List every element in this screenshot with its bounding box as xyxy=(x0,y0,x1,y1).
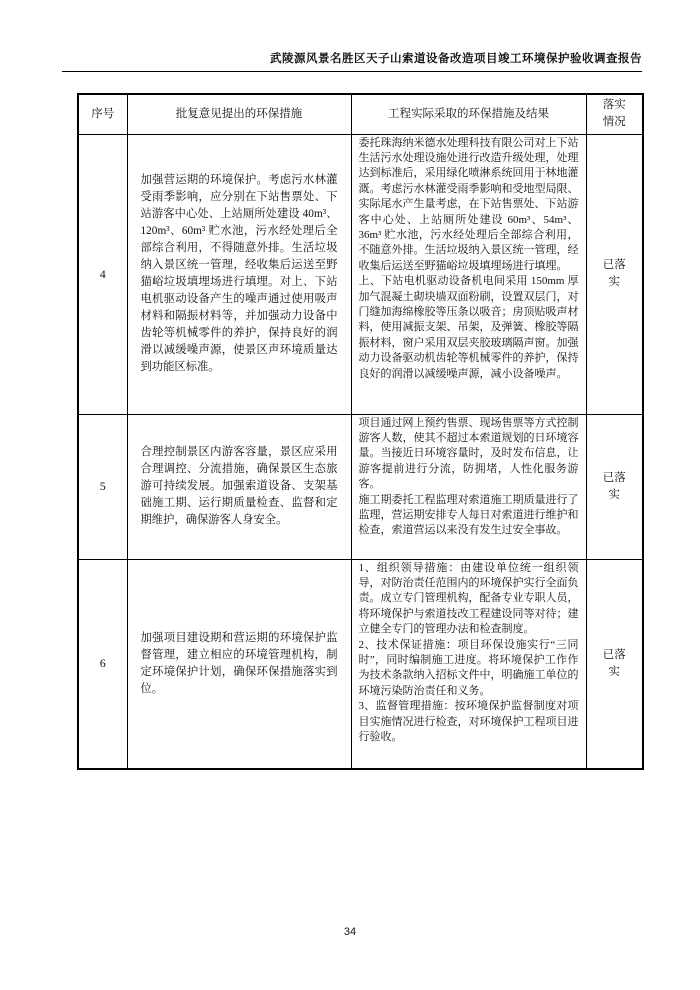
table-row xyxy=(78,559,643,769)
cell-measure: 加强项目建设期和营运期的环境保护监督管理，建立相应的环境管理机构，制定环境保护计划，确保环保措施落实到位。 xyxy=(127,559,351,769)
col-header-measure: 批复意见提出的环保措施 xyxy=(127,94,351,134)
cell-result xyxy=(351,414,586,559)
cell-no: 4 xyxy=(78,134,127,414)
running-header-title: 武陵源风景名胜区天子山索道设备改造项目竣工环境保护验收调查报告 xyxy=(270,53,642,65)
table-header-row xyxy=(78,94,643,134)
result-paragraph: 2、技术保证措施：项目环保设施实行“三同时”，同时编制施工进度。将环境保护工作作为技术条款纳入招标文件中，明确施工单位的环境污染防治责任和义务。 xyxy=(358,638,579,697)
result-paragraph: 项目通过网上预约售票、现场售票等方式控制游客人数，使其不超过本索道规划的日环境容量。当接近日环境容量时，及时发布信息，让游客提前进行分流，防拥堵，人性化服务游客。 xyxy=(358,416,579,491)
table-row xyxy=(78,414,643,559)
col-header-no: 序号 xyxy=(78,94,127,134)
cell-status xyxy=(586,414,643,559)
page-number: 34 xyxy=(343,926,357,938)
cell-no: 5 xyxy=(78,414,127,559)
result-paragraph: 上、下站电机驱动设备机电间采用 150mm 厚加气混凝土砌块墙双面粉刷，设置双层门，对门缝加海绵橡胶等压条以吸音；房顶贴吸声材料，使用减振支架、吊架，及弹簧、橡胶等隔振材料，窗户采用双层夹胶玻璃隔声窗。加强动力设备驱动机齿轮等机械零件的养护，保持良好的润滑以减缓噪声源，减小设备噪声。 xyxy=(358,275,579,380)
cell-measure: 加强营运期的环境保护。考虑污水林灌受雨季影响，应分别在下站售票处、下站游客中心处、上站厕所处建设 40m³、120m³、60m³ 贮水池，污水经处理后全部综合利用，不得随意外排。生活垃圾纳入景区统一管理，经收集后运送至野猫峪垃圾填埋场进行填埋。对上、下站电机驱动设备产生的噪声通过使用吸声材料和隔振材料等，并加强动力设备中齿轮等机械零件的养护，保持良好的润滑以减缓噪声源，使景区声环境质量达到功能区标准。 xyxy=(127,134,351,414)
cell-result xyxy=(351,134,586,414)
result-paragraph: 施工期委托工程监理对索道施工期质量进行了监理，营运期安排专人每日对索道进行维护和检查，索道营运以来没有发生过安全事故。 xyxy=(358,493,579,537)
cell-result xyxy=(351,559,586,769)
status-label: 已落实 xyxy=(602,259,626,288)
result-paragraph: 3、监督管理措施：按环境保护监督制度对项目实施情况进行检查，对环境保护工程项目进行验收。 xyxy=(358,700,579,743)
cell-status xyxy=(586,134,643,414)
ep-measures-table xyxy=(77,93,644,770)
status-label: 已落实 xyxy=(602,471,626,501)
table-row xyxy=(78,134,643,414)
cell-no: 6 xyxy=(78,559,127,769)
col-header-result: 工程实际采取的环保措施及结果 xyxy=(351,94,586,134)
cell-measure: 合理控制景区内游客容量，景区应采用合理调控、分流措施，确保景区生态旅游可持续发展。加强索道设备、支架基础施工期、运行期质量检查、监督和定期维护，确保游客人身安全。 xyxy=(127,414,351,559)
page-footer xyxy=(0,926,700,938)
result-paragraph: 1、组织领导措施：由建设单位统一组织领导，对防治责任范围内的环境保护实行全面负责。成立专门管理机构，配备专业专职人员，将环境保护与索道技改工程建设同等对待；建立健全专门的管理办法和检查制度。 xyxy=(358,561,579,636)
col-header-status-label: 落实情况 xyxy=(602,99,626,129)
running-header xyxy=(62,50,642,72)
cell-status xyxy=(586,559,643,769)
result-paragraph: 委托珠海纳米德水处理科技有限公司对上下站生活污水处理设施处进行改造升级处理，处理达到标准后，采用绿化喷淋系统回用于林地灌溉。考虑污水林灌受雨季影响和受地型局限、实际尾水产生量考虑，在下站售票处、下站游客中心处、上站厕所处建设 60m³、54m³、36m³ 贮水池，污水经处理后全部综合利用，不随意外排。生活垃圾纳入景区统一管理，经收集后运送至野猫峪垃圾填埋场进行填埋。 xyxy=(358,136,579,272)
status-label: 已落实 xyxy=(602,648,626,678)
col-header-status xyxy=(586,94,643,134)
